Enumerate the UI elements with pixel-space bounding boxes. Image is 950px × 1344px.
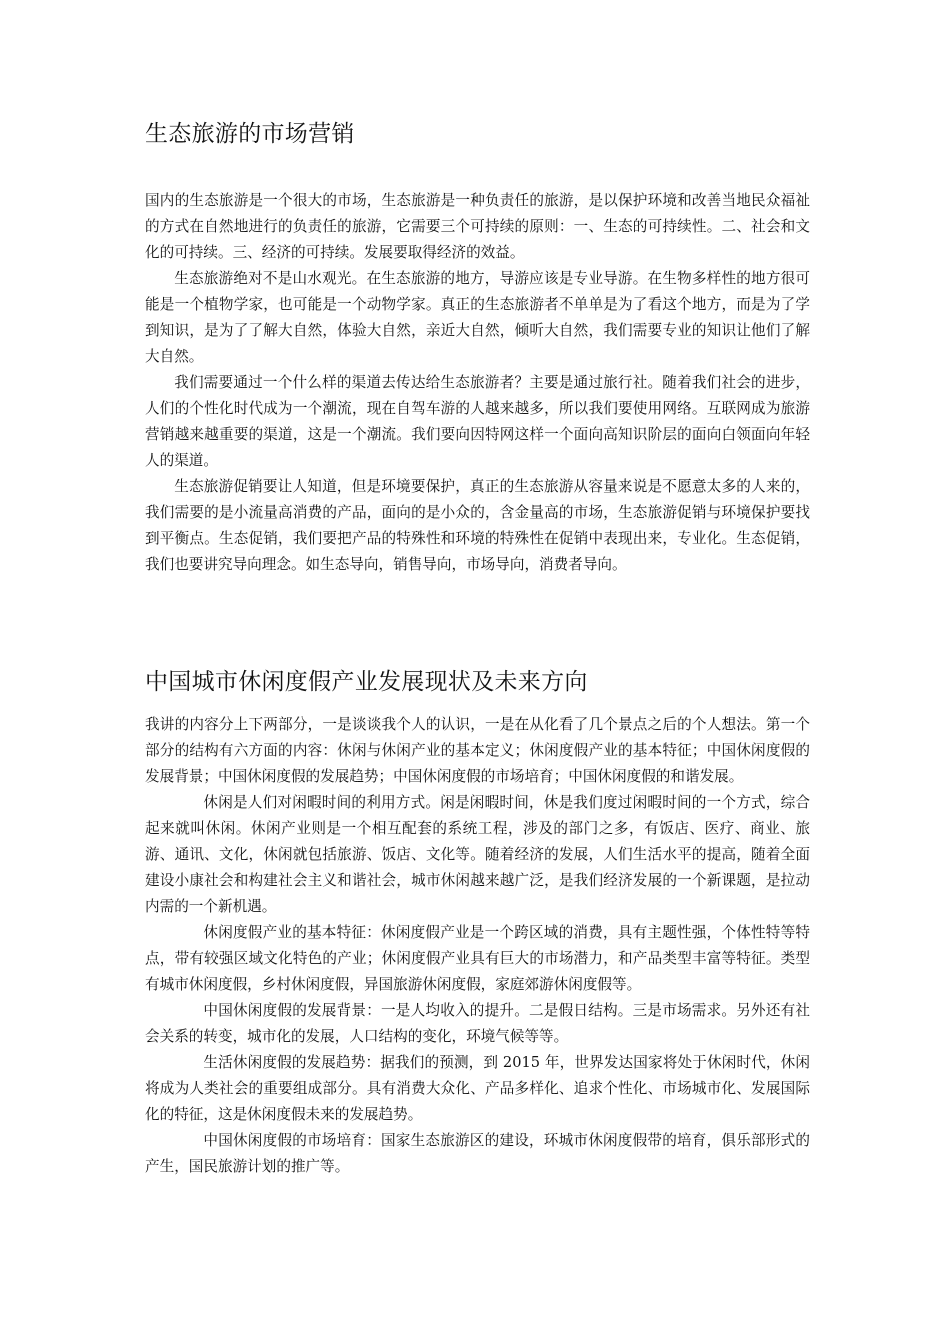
paragraph: 国内的生态旅游是一个很大的市场，生态旅游是一种负责任的旅游，是以保护环境和改善当地民众福祉的方式在自然地进行的负责任的旅游，它需要三个可持续的原则：一、生态的可持续性。二、社会和文化的可持续。三、经济的可持续。发展要取得经济的效益。 bbox=[145, 192, 810, 261]
paragraph: 中国休闲度假的市场培育：国家生态旅游区的建设，环城市休闲度假带的培育，俱乐部形式的产生，国民旅游计划的推广等。 bbox=[145, 1132, 810, 1175]
paragraph: 生活休闲度假的发展趋势：据我们的预测，到 2015 年，世界发达国家将处于休闲时代，休闲将成为人类社会的重要组成部分。具有消费大众化、产品多样化、追求个性化、市场城市化、发展国际化的特征，这是休闲度假未来的发展趋势。 bbox=[145, 1054, 810, 1123]
section-title: 生态旅游的市场营销 bbox=[145, 121, 355, 147]
section-eco-tourism-marketing bbox=[145, 118, 810, 578]
paragraph: 中国休闲度假的发展背景：一是人均收入的提升。二是假日结构。三是市场需求。另外还有社会关系的转变，城市化的发展，人口结构的变化，环境气候等等。 bbox=[145, 1002, 810, 1045]
paragraph: 我们需要通过一个什么样的渠道去传达给生态旅游者？主要是通过旅行社。随着我们社会的进步，人们的个性化时代成为一个潮流，现在自驾车游的人越来越多，所以我们要使用网络。互联网成为旅游营销越来越重要的渠道，这是一个潮流。我们要向因特网这样一个面向高知识阶层的面向白领面向年轻人的渠道。 bbox=[145, 374, 810, 469]
paragraph: 休闲是人们对闲暇时间的利用方式。闲是闲暇时间，休是我们度过闲暇时间的一个方式，综合起来就叫休闲。休闲产业则是一个相互配套的系统工程，涉及的部门之多，有饭店、医疗、商业、旅游、通讯、文化，休闲就包括旅游、饭店、文化等。随着经济的发展，人们生活水平的提高，随着全面建设小康社会和构建社会主义和谐社会，城市休闲越来越广泛，是我们经济发展的一个新课题，是拉动内需的一个新机遇。 bbox=[145, 794, 810, 915]
section-leisure-industry bbox=[145, 666, 810, 1180]
paragraph: 我讲的内容分上下两部分，一是谈谈我个人的认识，一是在从化看了几个景点之后的个人想法。第一个部分的结构有六方面的内容：休闲与休闲产业的基本定义；休闲度假产业的基本特征；中国休闲度假的发展背景；中国休闲度假的发展趋势；中国休闲度假的市场培育；中国休闲度假的和谐发展。 bbox=[145, 716, 810, 785]
section-title: 中国城市休闲度假产业发展现状及未来方向 bbox=[145, 669, 588, 695]
paragraph: 休闲度假产业的基本特征：休闲度假产业是一个跨区域的消费，具有主题性强，个体性特等特点，带有较强区域文化特色的产业；休闲度假产业具有巨大的市场潜力，和产品类型丰富等特征。类型有城市休闲度假，乡村休闲度假，异国旅游休闲度假，家庭郊游休闲度假等。 bbox=[145, 924, 810, 993]
paragraph: 生态旅游促销要让人知道，但是环境要保护，真正的生态旅游从容量来说是不愿意太多的人来的，我们需要的是小流量高消费的产品，面向的是小众的，含金量高的市场，生态旅游促销与环境保护要找到平衡点。生态促销，我们要把产品的特殊性和环境的特殊性在促销中表现出来，专业化。生态促销，我们也要讲究导向理念。如生态导向，销售导向，市场导向，消费者导向。 bbox=[145, 478, 810, 573]
paragraph: 生态旅游绝对不是山水观光。在生态旅游的地方，导游应该是专业导游。在生物多样性的地方很可能是一个植物学家，也可能是一个动物学家。真正的生态旅游者不单单是为了看这个地方，而是为了学到知识，是为了了解大自然，体验大自然，亲近大自然，倾听大自然，我们需要专业的知识让他们了解大自然。 bbox=[145, 270, 810, 365]
